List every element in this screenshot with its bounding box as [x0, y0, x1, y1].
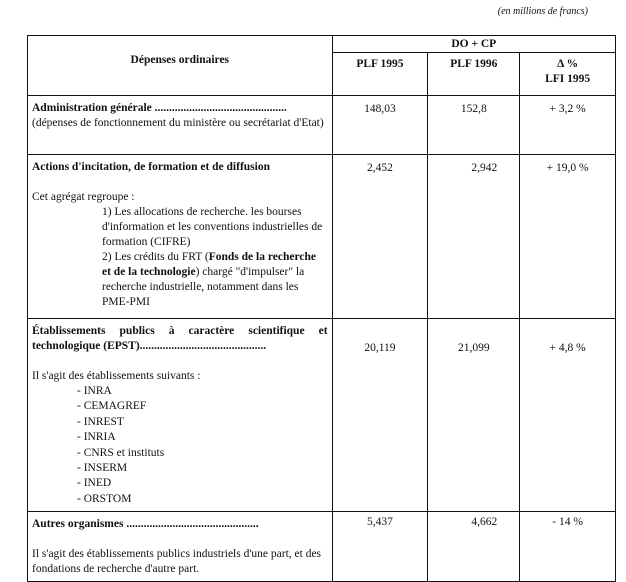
- header-plf-1996: PLF 1996: [428, 53, 520, 96]
- row-item-2: [32, 250, 328, 310]
- header-row-top: [28, 36, 616, 53]
- list-item: - INSERM: [77, 462, 128, 475]
- row-item-1: 1) Les allocations de recherche. les bourses d'information et les conventions industrielles de formation (CIFRE): [102, 206, 323, 248]
- budget-table: [27, 35, 616, 582]
- spacer: [32, 532, 328, 547]
- header-delta-line2: LFI 1995: [545, 73, 591, 85]
- list-item: - INREST: [77, 415, 124, 428]
- list-item: - CEMAGREF: [77, 400, 147, 413]
- value-plf-1996: 2,942: [428, 155, 520, 319]
- row-intro: Il s'agit des établissements suivants :: [32, 370, 201, 382]
- value-delta: + 4,8 %: [520, 319, 616, 512]
- value-plf-1996: 4,662: [428, 512, 520, 582]
- unit-note: (en millions de francs): [497, 6, 588, 17]
- table-row-epst: [28, 319, 616, 512]
- list-item: - INRA: [77, 385, 112, 397]
- value-delta: + 19,0 %: [520, 155, 616, 319]
- list-item: - CNRS et instituts: [77, 446, 165, 459]
- item2-bold: Fonds de la recherche et de la technologie: [102, 251, 316, 278]
- row-label-cell: [28, 96, 333, 155]
- value-plf-1995: 148,03: [332, 96, 428, 155]
- item2-prefix: 2) Les crédits du FRT (: [102, 251, 209, 263]
- value-plf-1995: 2,452: [332, 155, 428, 319]
- item2-suffix: ) chargé "d'impulser" la recherche industrielle, notamment dans les PME-PMI: [102, 266, 305, 308]
- list-item: - INED: [77, 477, 112, 490]
- header-delta: [520, 53, 616, 96]
- value-plf-1995: 5,437: [332, 512, 428, 582]
- row-title: Actions d'incitation, de formation et de diffusion: [32, 161, 270, 173]
- list-item: - ORSTOM: [77, 492, 132, 505]
- spacer: [32, 175, 328, 190]
- table-header: [28, 36, 616, 96]
- header-plf-1995: PLF 1995: [332, 53, 428, 96]
- list-item: - INRIA: [77, 431, 116, 444]
- row-intro: Cet agrégat regroupe :: [32, 191, 135, 203]
- value-plf-1996: 21,099: [428, 319, 520, 512]
- value-plf-1995: 20,119: [332, 319, 428, 512]
- row-label-cell: [28, 512, 333, 582]
- table-row-actions-incitation: [28, 155, 616, 319]
- table-row-autres-organismes: [28, 512, 616, 582]
- value-delta: - 14 %: [520, 512, 616, 582]
- row-description: (dépenses de fonctionnement du ministère ou secrétariat d'Etat): [32, 117, 324, 129]
- table-row-administration: [28, 96, 616, 155]
- spacer: [32, 354, 328, 369]
- row-label-cell: [28, 155, 333, 319]
- row-title: Établissements publics à caractère scientifique et technologique (EPST)............................................: [32, 325, 328, 352]
- row-description: Il s'agit des établissements publics industriels d'une part, et des fondations de recherche d'autre part.: [32, 548, 322, 576]
- value-delta: + 3,2 %: [520, 96, 616, 155]
- header-label-column: Dépenses ordinaires: [28, 36, 333, 96]
- value-plf-1996: 152,8: [428, 96, 520, 155]
- row-title: Autres organismes ..............................................: [32, 518, 259, 531]
- header-delta-line1: Δ %: [557, 58, 579, 70]
- header-group-do-cp: DO + CP: [332, 36, 615, 53]
- row-title: Administration générale ..............................................: [32, 102, 287, 114]
- row-label-cell: [28, 319, 333, 512]
